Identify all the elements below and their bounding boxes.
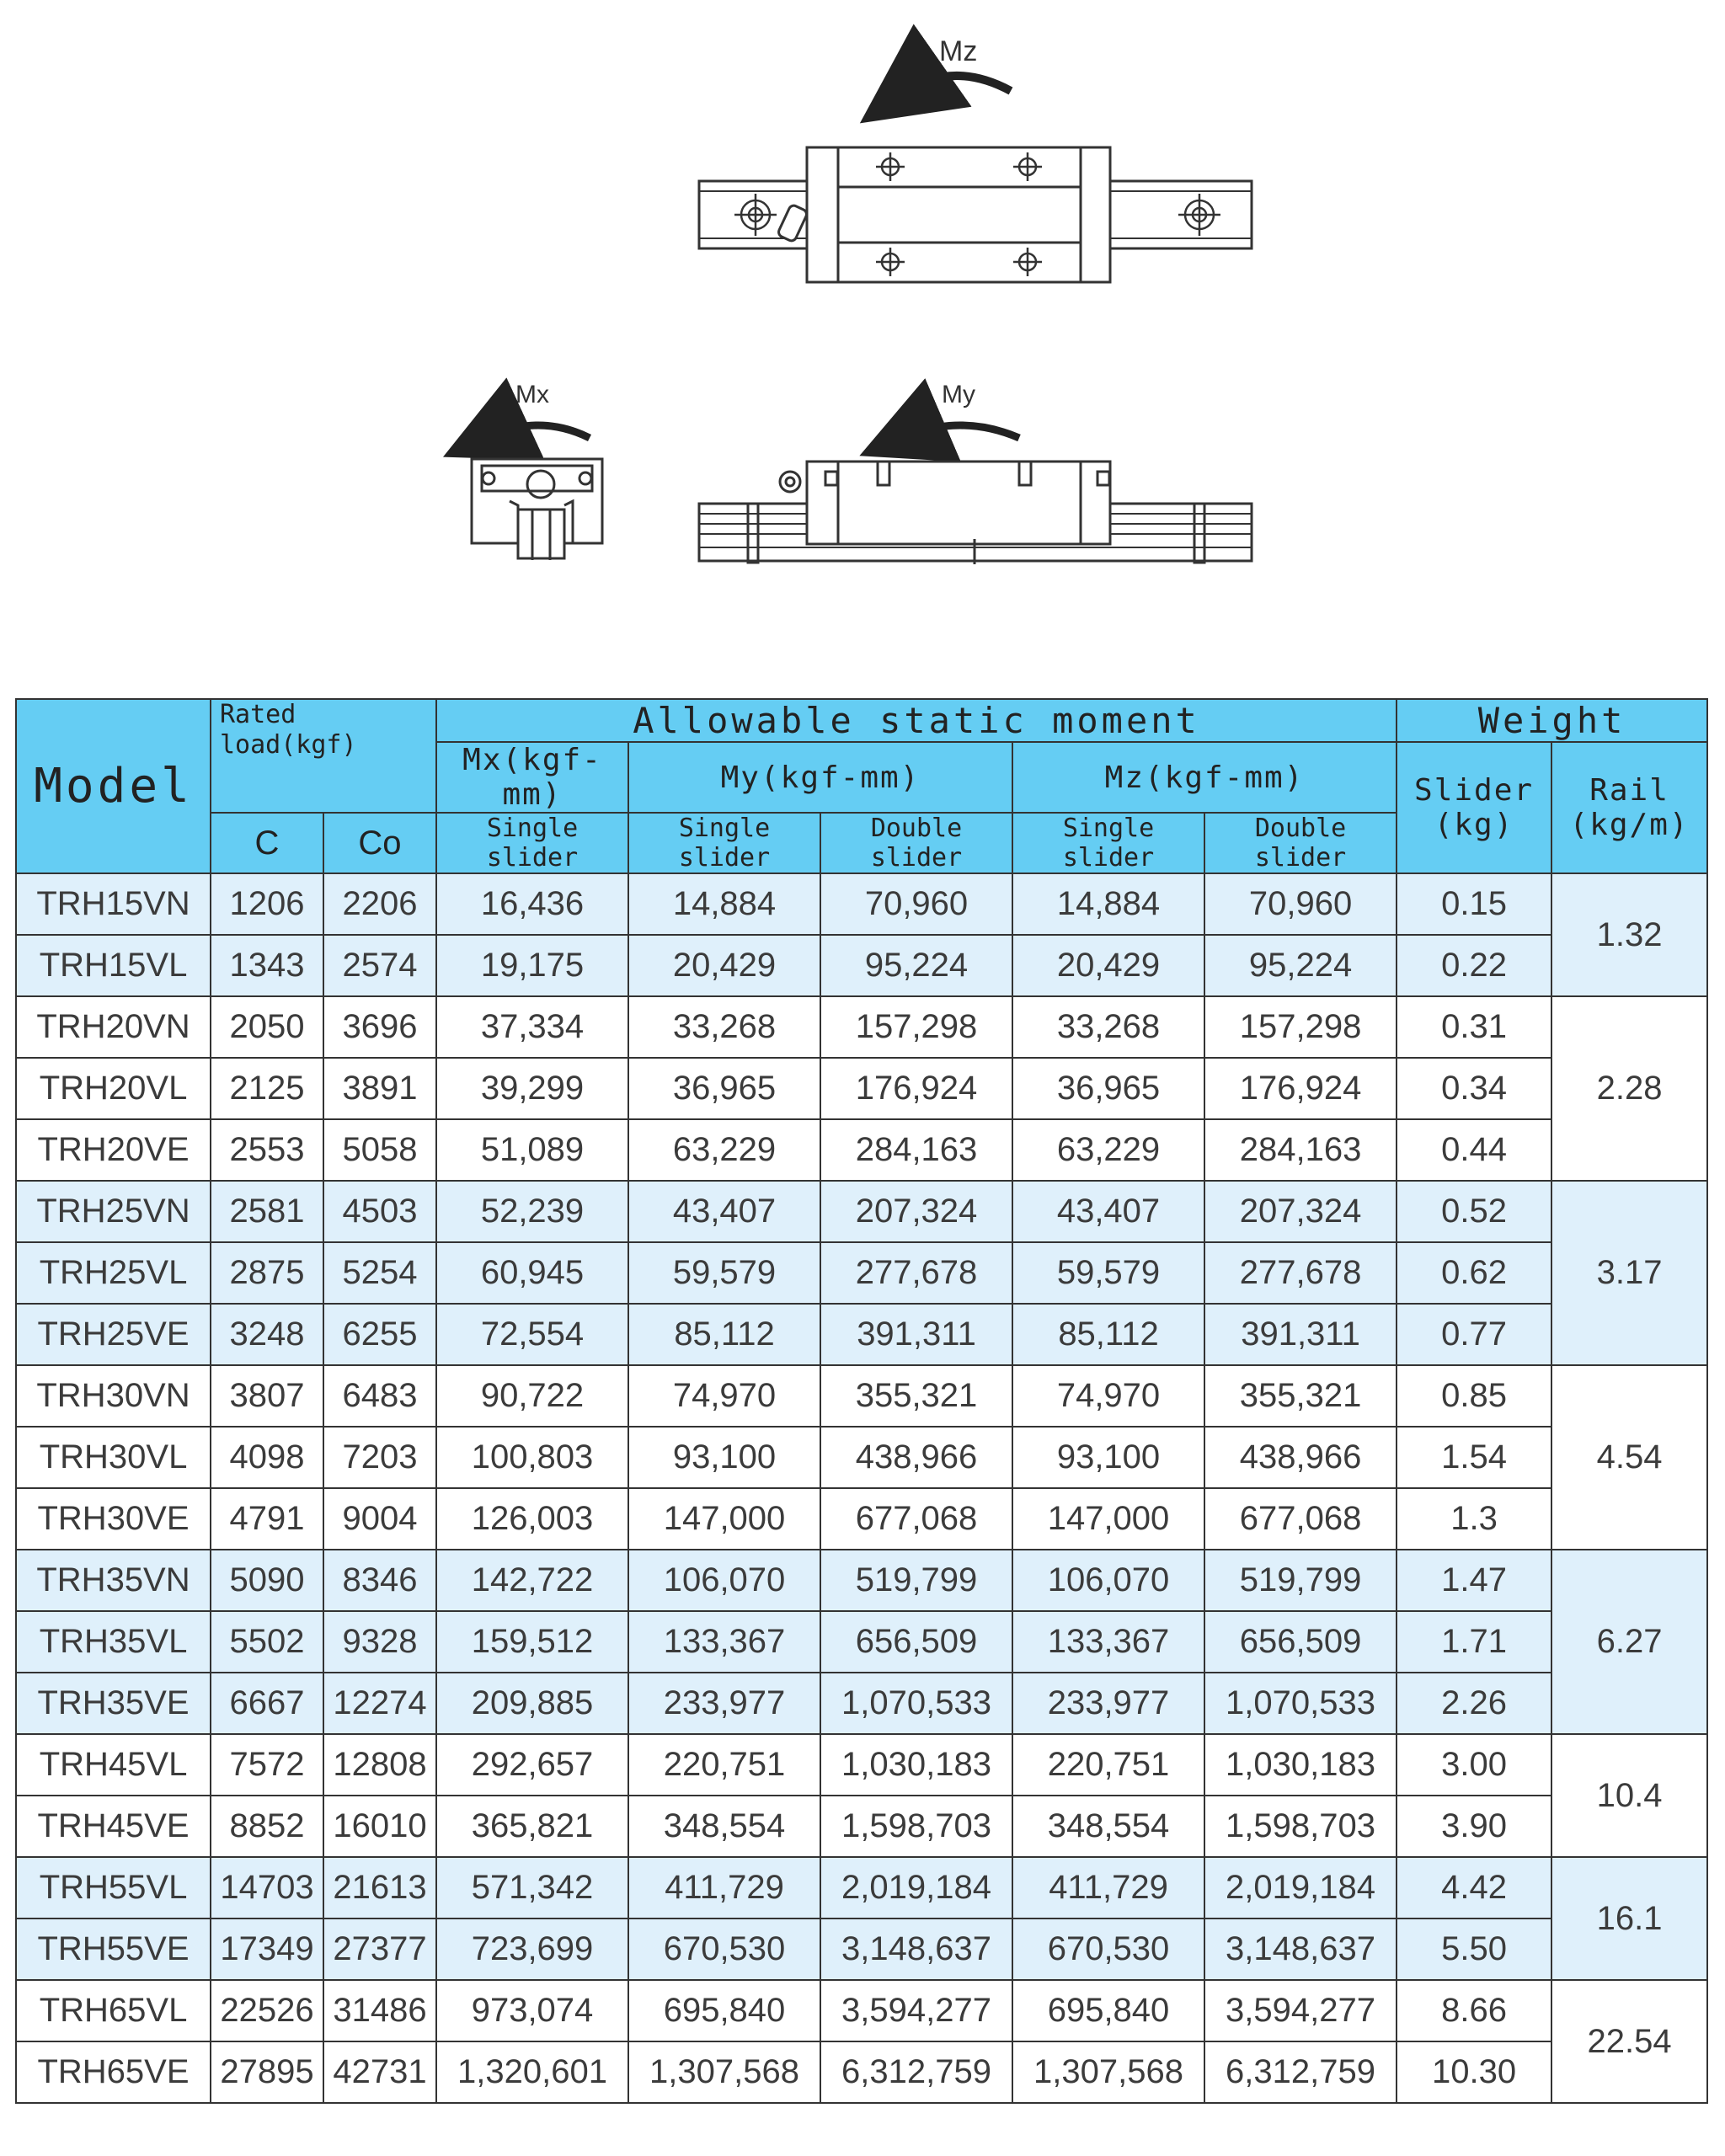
- cell-c: 4791: [211, 1488, 323, 1550]
- cell-rail-weight: 10.4: [1551, 1734, 1707, 1857]
- cell-slider-weight: 0.62: [1397, 1242, 1551, 1304]
- moment-diagrams: [0, 0, 1725, 606]
- cell-mx-single: 126,003: [436, 1488, 628, 1550]
- cell-mz-single: 106,070: [1012, 1550, 1204, 1611]
- cell-my-double: 355,321: [820, 1365, 1012, 1427]
- cell-slider-weight: 0.77: [1397, 1304, 1551, 1365]
- cell-mz-single: 1,307,568: [1012, 2041, 1204, 2103]
- cell-slider-weight: 0.15: [1397, 873, 1551, 935]
- spec-table: [15, 698, 1708, 2104]
- cell-my-single: 147,000: [628, 1488, 820, 1550]
- table-row: [16, 1673, 1707, 1734]
- cell-mx-single: 571,342: [436, 1857, 628, 1919]
- cell-c: 1343: [211, 935, 323, 996]
- cell-rail-weight: 4.54: [1551, 1365, 1707, 1550]
- cell-rail-weight: 1.32: [1551, 873, 1707, 996]
- cell-mx-single: 100,803: [436, 1427, 628, 1488]
- cell-mz-double: 3,148,637: [1204, 1919, 1397, 1980]
- table-row: [16, 1550, 1707, 1611]
- cell-my-single: 59,579: [628, 1242, 820, 1304]
- cell-c: 7572: [211, 1734, 323, 1796]
- cell-slider-weight: 8.66: [1397, 1980, 1551, 2041]
- cell-model: TRH15VL: [16, 935, 211, 996]
- cell-c: 2553: [211, 1119, 323, 1181]
- cell-co: 16010: [323, 1796, 436, 1857]
- cell-model: TRH65VL: [16, 1980, 211, 2041]
- table-row: [16, 1058, 1707, 1119]
- cell-model: TRH55VL: [16, 1857, 211, 1919]
- cell-mz-double: 176,924: [1204, 1058, 1397, 1119]
- cell-my-double: 1,598,703: [820, 1796, 1012, 1857]
- cell-mz-single: 33,268: [1012, 996, 1204, 1058]
- table-row: [16, 1304, 1707, 1365]
- cell-co: 12274: [323, 1673, 436, 1734]
- cell-mx-single: 60,945: [436, 1242, 628, 1304]
- cell-mx-single: 292,657: [436, 1734, 628, 1796]
- cell-co: 5254: [323, 1242, 436, 1304]
- cell-slider-weight: 4.42: [1397, 1857, 1551, 1919]
- cell-model: TRH45VL: [16, 1734, 211, 1796]
- cell-c: 3248: [211, 1304, 323, 1365]
- cell-mz-single: 74,970: [1012, 1365, 1204, 1427]
- cell-mz-double: 95,224: [1204, 935, 1397, 996]
- header-mx: Mx(kgf-mm): [436, 742, 628, 813]
- table-row: [16, 873, 1707, 935]
- spec-table-body: [16, 873, 1707, 2103]
- cell-slider-weight: 1.3: [1397, 1488, 1551, 1550]
- cell-mz-double: 277,678: [1204, 1242, 1397, 1304]
- cell-my-double: 70,960: [820, 873, 1012, 935]
- cell-my-double: 519,799: [820, 1550, 1012, 1611]
- cell-mz-single: 43,407: [1012, 1181, 1204, 1242]
- cell-my-double: 176,924: [820, 1058, 1012, 1119]
- cell-mx-single: 723,699: [436, 1919, 628, 1980]
- cell-mx-single: 72,554: [436, 1304, 628, 1365]
- cell-mz-double: 3,594,277: [1204, 1980, 1397, 2041]
- cell-mx-single: 39,299: [436, 1058, 628, 1119]
- cell-slider-weight: 0.22: [1397, 935, 1551, 996]
- cell-mz-single: 93,100: [1012, 1427, 1204, 1488]
- cell-c: 4098: [211, 1427, 323, 1488]
- header-rail-label: Rail: [1589, 773, 1669, 808]
- table-row: [16, 1242, 1707, 1304]
- cell-slider-weight: 1.47: [1397, 1550, 1551, 1611]
- table-row: [16, 1919, 1707, 1980]
- cell-c: 2125: [211, 1058, 323, 1119]
- cell-co: 6483: [323, 1365, 436, 1427]
- cell-c: 17349: [211, 1919, 323, 1980]
- cell-co: 3696: [323, 996, 436, 1058]
- cell-c: 6667: [211, 1673, 323, 1734]
- cell-model: TRH55VE: [16, 1919, 211, 1980]
- cell-my-single: 348,554: [628, 1796, 820, 1857]
- cell-rail-weight: 3.17: [1551, 1181, 1707, 1365]
- cell-model: TRH30VN: [16, 1365, 211, 1427]
- cell-slider-weight: 0.85: [1397, 1365, 1551, 1427]
- cell-slider-weight: 10.30: [1397, 2041, 1551, 2103]
- cell-my-double: 438,966: [820, 1427, 1012, 1488]
- cell-mx-single: 365,821: [436, 1796, 628, 1857]
- cell-mz-double: 207,324: [1204, 1181, 1397, 1242]
- cell-mx-single: 16,436: [436, 873, 628, 935]
- cell-my-double: 1,070,533: [820, 1673, 1012, 1734]
- cell-c: 22526: [211, 1980, 323, 2041]
- cell-mz-single: 14,884: [1012, 873, 1204, 935]
- cell-my-double: 656,509: [820, 1611, 1012, 1673]
- cell-model: TRH30VE: [16, 1488, 211, 1550]
- cell-c: 2875: [211, 1242, 323, 1304]
- table-row: [16, 1796, 1707, 1857]
- cell-my-single: 1,307,568: [628, 2041, 820, 2103]
- cell-slider-weight: 1.71: [1397, 1611, 1551, 1673]
- cell-mz-single: 220,751: [1012, 1734, 1204, 1796]
- header-my: My(kgf-mm): [628, 742, 1012, 813]
- cell-mz-double: 1,030,183: [1204, 1734, 1397, 1796]
- cell-co: 21613: [323, 1857, 436, 1919]
- cell-c: 14703: [211, 1857, 323, 1919]
- cell-co: 2206: [323, 873, 436, 935]
- table-row: [16, 1119, 1707, 1181]
- cell-mz-double: 677,068: [1204, 1488, 1397, 1550]
- cell-model: TRH25VE: [16, 1304, 211, 1365]
- cell-mz-double: 656,509: [1204, 1611, 1397, 1673]
- cell-c: 3807: [211, 1365, 323, 1427]
- cell-my-single: 670,530: [628, 1919, 820, 1980]
- mz-top-view-diagram: [699, 35, 1252, 282]
- header-allowable-static-moment: Allowable static moment: [436, 699, 1397, 742]
- cell-model: TRH35VN: [16, 1550, 211, 1611]
- cell-co: 8346: [323, 1550, 436, 1611]
- mx-label: Mx: [515, 381, 549, 408]
- cell-rail-weight: 6.27: [1551, 1550, 1707, 1734]
- cell-my-single: 220,751: [628, 1734, 820, 1796]
- cell-model: TRH20VE: [16, 1119, 211, 1181]
- cell-mz-double: 391,311: [1204, 1304, 1397, 1365]
- table-row: [16, 1734, 1707, 1796]
- table-row: [16, 1857, 1707, 1919]
- cell-mz-single: 695,840: [1012, 1980, 1204, 2041]
- cell-my-single: 233,977: [628, 1673, 820, 1734]
- cell-mz-double: 2,019,184: [1204, 1857, 1397, 1919]
- cell-mx-single: 159,512: [436, 1611, 628, 1673]
- cell-rail-weight: 16.1: [1551, 1857, 1707, 1980]
- cell-my-single: 33,268: [628, 996, 820, 1058]
- cell-model: TRH65VE: [16, 2041, 211, 2103]
- cell-my-double: 3,148,637: [820, 1919, 1012, 1980]
- cell-my-single: 74,970: [628, 1365, 820, 1427]
- cell-rail-weight: 22.54: [1551, 1980, 1707, 2103]
- table-row: [16, 1980, 1707, 2041]
- cell-my-double: 207,324: [820, 1181, 1012, 1242]
- cell-mz-double: 284,163: [1204, 1119, 1397, 1181]
- cell-my-single: 133,367: [628, 1611, 820, 1673]
- cell-c: 5502: [211, 1611, 323, 1673]
- cell-slider-weight: 0.52: [1397, 1181, 1551, 1242]
- mz-label: Mz: [939, 35, 978, 67]
- header-slider-weight: [1397, 742, 1551, 873]
- cell-co: 6255: [323, 1304, 436, 1365]
- cell-slider-weight: 1.54: [1397, 1427, 1551, 1488]
- cell-model: TRH20VN: [16, 996, 211, 1058]
- cell-my-single: 85,112: [628, 1304, 820, 1365]
- cell-my-single: 14,884: [628, 873, 820, 935]
- cell-mz-single: 59,579: [1012, 1242, 1204, 1304]
- cell-my-double: 95,224: [820, 935, 1012, 996]
- cell-my-double: 157,298: [820, 996, 1012, 1058]
- header-weight: Weight: [1397, 699, 1707, 742]
- cell-model: TRH35VE: [16, 1673, 211, 1734]
- cell-co: 12808: [323, 1734, 436, 1796]
- cell-mx-single: 37,334: [436, 996, 628, 1058]
- cell-co: 7203: [323, 1427, 436, 1488]
- cell-mz-single: 133,367: [1012, 1611, 1204, 1673]
- cell-slider-weight: 0.44: [1397, 1119, 1551, 1181]
- cell-c: 8852: [211, 1796, 323, 1857]
- header-mz-double-slider: Double slider: [1204, 813, 1397, 873]
- cell-my-double: 677,068: [820, 1488, 1012, 1550]
- cell-co: 27377: [323, 1919, 436, 1980]
- cell-mz-double: 6,312,759: [1204, 2041, 1397, 2103]
- cell-mz-single: 411,729: [1012, 1857, 1204, 1919]
- cell-slider-weight: 0.31: [1397, 996, 1551, 1058]
- my-label: My: [942, 381, 975, 408]
- cell-mz-single: 670,530: [1012, 1919, 1204, 1980]
- cell-my-double: 6,312,759: [820, 2041, 1012, 2103]
- cell-mz-double: 1,070,533: [1204, 1673, 1397, 1734]
- cell-my-single: 411,729: [628, 1857, 820, 1919]
- cell-mx-single: 19,175: [436, 935, 628, 996]
- cell-slider-weight: 0.34: [1397, 1058, 1551, 1119]
- header-model: Model: [16, 699, 211, 873]
- cell-model: TRH25VL: [16, 1242, 211, 1304]
- cell-my-single: 20,429: [628, 935, 820, 996]
- cell-co: 4503: [323, 1181, 436, 1242]
- cell-mz-double: 157,298: [1204, 996, 1397, 1058]
- cell-mz-single: 348,554: [1012, 1796, 1204, 1857]
- cell-slider-weight: 2.26: [1397, 1673, 1551, 1734]
- cell-my-single: 43,407: [628, 1181, 820, 1242]
- cell-mz-double: 519,799: [1204, 1550, 1397, 1611]
- cell-c: 5090: [211, 1550, 323, 1611]
- cell-model: TRH45VE: [16, 1796, 211, 1857]
- cell-mz-single: 233,977: [1012, 1673, 1204, 1734]
- table-row: [16, 1427, 1707, 1488]
- table-row: [16, 935, 1707, 996]
- cell-mz-double: 70,960: [1204, 873, 1397, 935]
- cell-c: 1206: [211, 873, 323, 935]
- header-rated-load: Rated load(kgf): [211, 699, 436, 813]
- header-c: C: [211, 813, 323, 873]
- cell-model: TRH25VN: [16, 1181, 211, 1242]
- cell-mz-double: 438,966: [1204, 1427, 1397, 1488]
- header-my-double-slider: Double slider: [820, 813, 1012, 873]
- cell-c: 2050: [211, 996, 323, 1058]
- cell-mz-single: 20,429: [1012, 935, 1204, 996]
- header-my-single-slider: Single slider: [628, 813, 820, 873]
- header-co: Co: [323, 813, 436, 873]
- cell-slider-weight: 3.00: [1397, 1734, 1551, 1796]
- cell-my-single: 93,100: [628, 1427, 820, 1488]
- table-row: [16, 2041, 1707, 2103]
- cell-mx-single: 142,722: [436, 1550, 628, 1611]
- cell-slider-weight: 3.90: [1397, 1796, 1551, 1857]
- header-rail-unit: (kg/m): [1569, 808, 1690, 842]
- cell-mx-single: 1,320,601: [436, 2041, 628, 2103]
- cell-mz-single: 63,229: [1012, 1119, 1204, 1181]
- cell-co: 9328: [323, 1611, 436, 1673]
- cell-mx-single: 973,074: [436, 1980, 628, 2041]
- my-side-view-diagram: [699, 381, 1252, 564]
- header-rail-weight: [1551, 742, 1707, 873]
- cell-my-double: 3,594,277: [820, 1980, 1012, 2041]
- cell-mz-single: 147,000: [1012, 1488, 1204, 1550]
- cell-my-double: 284,163: [820, 1119, 1012, 1181]
- table-row: [16, 1365, 1707, 1427]
- cell-mx-single: 90,722: [436, 1365, 628, 1427]
- cell-model: TRH35VL: [16, 1611, 211, 1673]
- cell-slider-weight: 5.50: [1397, 1919, 1551, 1980]
- header-mx-single-slider: Single slider: [436, 813, 628, 873]
- cell-model: TRH20VL: [16, 1058, 211, 1119]
- table-row: [16, 1181, 1707, 1242]
- cell-my-single: 695,840: [628, 1980, 820, 2041]
- mx-end-view-diagram: [472, 381, 602, 560]
- cell-my-double: 1,030,183: [820, 1734, 1012, 1796]
- cell-mx-single: 52,239: [436, 1181, 628, 1242]
- cell-my-single: 36,965: [628, 1058, 820, 1119]
- cell-c: 2581: [211, 1181, 323, 1242]
- cell-my-single: 63,229: [628, 1119, 820, 1181]
- header-mz: Mz(kgf-mm): [1012, 742, 1397, 813]
- cell-co: 3891: [323, 1058, 436, 1119]
- table-row: [16, 996, 1707, 1058]
- cell-co: 9004: [323, 1488, 436, 1550]
- cell-my-double: 277,678: [820, 1242, 1012, 1304]
- cell-c: 27895: [211, 2041, 323, 2103]
- header-mz-single-slider: Single slider: [1012, 813, 1204, 873]
- cell-co: 2574: [323, 935, 436, 996]
- cell-mz-double: 355,321: [1204, 1365, 1397, 1427]
- cell-my-single: 106,070: [628, 1550, 820, 1611]
- cell-my-double: 391,311: [820, 1304, 1012, 1365]
- cell-my-double: 2,019,184: [820, 1857, 1012, 1919]
- cell-model: TRH15VN: [16, 873, 211, 935]
- cell-mx-single: 51,089: [436, 1119, 628, 1181]
- cell-mx-single: 209,885: [436, 1673, 628, 1734]
- header-slider-label: Slider: [1414, 773, 1535, 808]
- cell-model: TRH30VL: [16, 1427, 211, 1488]
- table-row: [16, 1488, 1707, 1550]
- table-row: [16, 1611, 1707, 1673]
- cell-mz-single: 36,965: [1012, 1058, 1204, 1119]
- cell-mz-double: 1,598,703: [1204, 1796, 1397, 1857]
- header-slider-unit: (kg): [1434, 808, 1514, 842]
- cell-co: 31486: [323, 1980, 436, 2041]
- cell-rail-weight: 2.28: [1551, 996, 1707, 1181]
- cell-co: 5058: [323, 1119, 436, 1181]
- cell-mz-single: 85,112: [1012, 1304, 1204, 1365]
- cell-co: 42731: [323, 2041, 436, 2103]
